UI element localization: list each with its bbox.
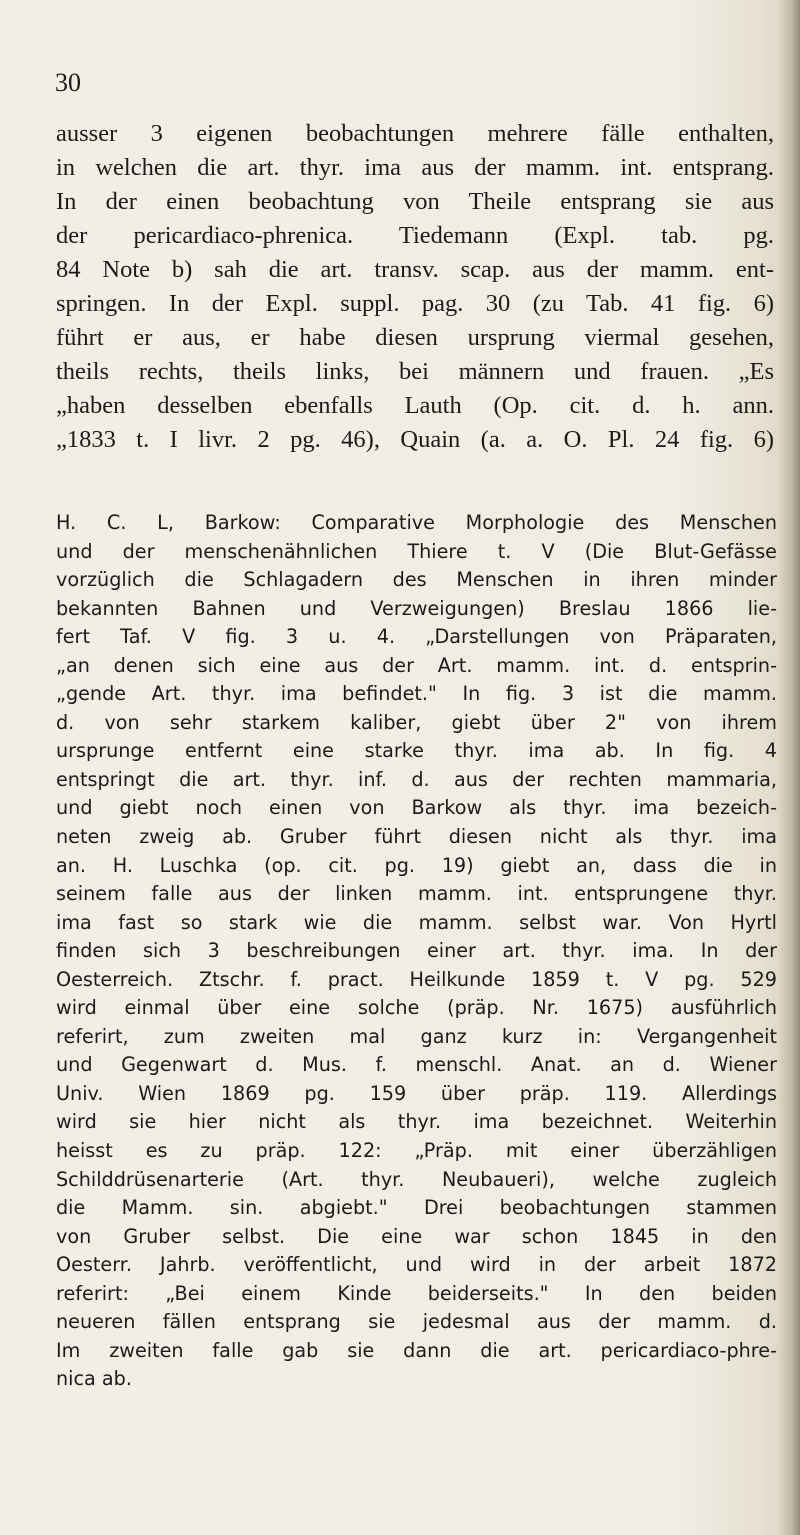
page-number: 30 (55, 68, 81, 97)
footnote-line: Oesterreich. Ztschr. f. pract. Heilkunde 1859 t. V pg. 529 (56, 967, 777, 991)
footnote-line: d. von sehr starkem kaliber, giebt über 2" von ihrem (56, 710, 777, 734)
main-text-line: 84 Note b) sah die art. transv. scap. aus der mamm. ent- (56, 256, 774, 283)
main-text-line: theils rechts, theils links, bei männern und frauen. „Es (56, 358, 774, 385)
main-text-line: „1833 t. I livr. 2 pg. 46), Quain (a. a. O. Pl. 24 fig. 6) (56, 426, 774, 453)
footnote-line: und giebt noch einen von Barkow als thyr. ima bezeich- (56, 796, 777, 820)
footnote-line: wird einmal über eine solche (präp. Nr. 1675) ausführlich (56, 996, 777, 1020)
main-text-line: in welchen die art. thyr. ima aus der mamm. int. entsprang. (56, 154, 774, 181)
footnote-line: bekannten Bahnen und Verzweigungen) Breslau 1866 lie- (56, 596, 777, 620)
footnote-line: die Mamm. sin. abgiebt." Drei beobachtungen stammen (56, 1196, 777, 1220)
footnote-line: „an denen sich eine aus der Art. mamm. int. d. entsprin- (56, 653, 777, 677)
footnote-line: an. H. Luschka (op. cit. pg. 19) giebt an, dass die in (56, 853, 777, 877)
footnote-line: Oesterr. Jahrb. veröffentlicht, und wird in der arbeit 1872 (56, 1253, 777, 1277)
footnote-line: Im zweiten falle gab sie dann die art. pericardiaco-phre- (56, 1338, 777, 1362)
main-text-line: In der einen beobachtung von Theile entsprang sie aus (56, 188, 774, 215)
footnote-line: neten zweig ab. Gruber führt diesen nicht als thyr. ima (56, 825, 777, 849)
footnote-line: Univ. Wien 1869 pg. 159 über präp. 119. Allerdings (56, 1081, 777, 1105)
footnote-line: finden sich 3 beschreibungen einer art. thyr. ima. In der (56, 939, 777, 963)
footnote-line: seinem falle aus der linken mamm. int. entsprungene thyr. (56, 882, 777, 906)
main-text-line: der pericardiaco-phrenica. Tiedemann (Expl. tab. pg. (56, 222, 774, 249)
footnote-line: nica ab. (56, 1367, 132, 1391)
footnote-text-block (56, 509, 777, 1394)
main-text-line: ausser 3 eigenen beobachtungen mehrere fälle enthalten, (56, 120, 774, 147)
footnote-line: H. C. L, Barkow: Comparative Morphologie des Menschen (56, 511, 777, 534)
footnote-line: heisst es zu präp. 122: „Präp. mit einer überzähligen (56, 1139, 777, 1163)
footnote-line: referirt, zum zweiten mal ganz kurz in: Vergangenheit (56, 1024, 777, 1048)
main-text-line: führt er aus, er habe diesen ursprung viermal gesehen, (56, 324, 774, 351)
main-text-block (56, 117, 774, 457)
footnote-line: und der menschenähnlichen Thiere t. V (Die Blut-Gefässe (56, 539, 777, 563)
footnote-line: fert Taf. V fig. 3 u. 4. „Darstellungen von Präparaten, (56, 625, 777, 649)
page-edge-shadow (778, 0, 800, 1535)
footnote-line: „gende Art. thyr. ima befindet." In fig. 3 ist die mamm. (56, 682, 777, 706)
footnote-line: von Gruber selbst. Die eine war schon 1845 in den (56, 1224, 777, 1248)
footnote-line: Schilddrüsenarterie (Art. thyr. Neubaueri), welche zugleich (56, 1167, 777, 1191)
footnote-line: und Gegenwart d. Mus. f. menschl. Anat. an d. Wiener (56, 1053, 777, 1077)
main-text-line: springen. In der Expl. suppl. pag. 30 (zu Tab. 41 fig. 6) (56, 290, 774, 317)
main-text-line: „haben desselben ebenfalls Lauth (Op. cit. d. h. ann. (56, 392, 774, 419)
footnote-line: referirt: „Bei einem Kinde beiderseits." In den beiden (56, 1281, 777, 1305)
footnote-line: ursprunge entfernt eine starke thyr. ima ab. In fig. 4 (56, 739, 777, 763)
footnote-line: vorzüglich die Schlagadern des Menschen in ihren minder (56, 568, 777, 592)
footnote-line: neueren fällen entsprang sie jedesmal aus der mamm. d. (56, 1310, 777, 1334)
footnote-line: ima fast so stark wie die mamm. selbst war. Von Hyrtl (56, 910, 777, 934)
footnote-line: wird sie hier nicht als thyr. ima bezeichnet. Weiterhin (56, 1110, 777, 1134)
footnote-line: entspringt die art. thyr. inf. d. aus der rechten mammaria, (56, 767, 777, 791)
